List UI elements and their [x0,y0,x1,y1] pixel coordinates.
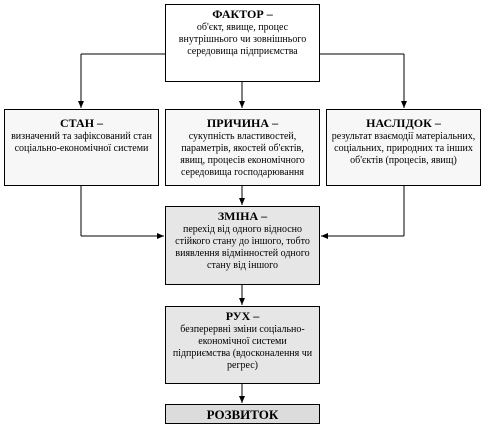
zmina-title: ЗМІНА [217,209,259,223]
rukh-dash: – [250,309,260,323]
stan-description: визначений та зафіксований стан соціально-економічної системи [11,131,152,154]
prychyna-description: сукупність властивостей, параметрів, якостей об'єктів, явищ, процесів економічного середовища господарювання [180,131,305,178]
zmina-dash: – [258,209,268,223]
factor-description: об'єкт, явище, процес внутрішнього чи зовнішнього середовища підприємства [178,22,307,57]
naslidok-box [326,109,481,186]
stan-title: СТАН [59,116,95,130]
prychyna-box [165,109,320,186]
prychyna-title: ПРИЧИНА [206,116,270,130]
factor-title: ФАКТОР [212,7,264,21]
rukh-title: РУХ [225,309,251,323]
naslidok-title: НАСЛІДОК [366,116,432,130]
rozvytok-title: РОЗВИТОК [206,407,279,422]
rukh-description: безперервні зміни соціально-економічної системи підприємства (вдосконалення чи регрес) [172,324,313,371]
zmina-description: перехід від одного відносно стійкого стану до іншого, тобто виявлення відмінностей одного стану від іншого [175,224,310,271]
rozvytok-box [165,404,320,424]
rukh-box [165,306,320,384]
stan-dash: – [94,116,104,130]
prychyna-dash: – [269,116,279,130]
zmina-box [165,206,320,285]
stan-box [4,109,159,186]
naslidok-dash: – [431,116,441,130]
naslidok-description: результат взаємодії матеріальних, соціальних, природних та інших об'єктів (процесів, явищ) [331,131,476,166]
factor-dash: – [263,7,273,21]
factor-box [165,4,320,82]
